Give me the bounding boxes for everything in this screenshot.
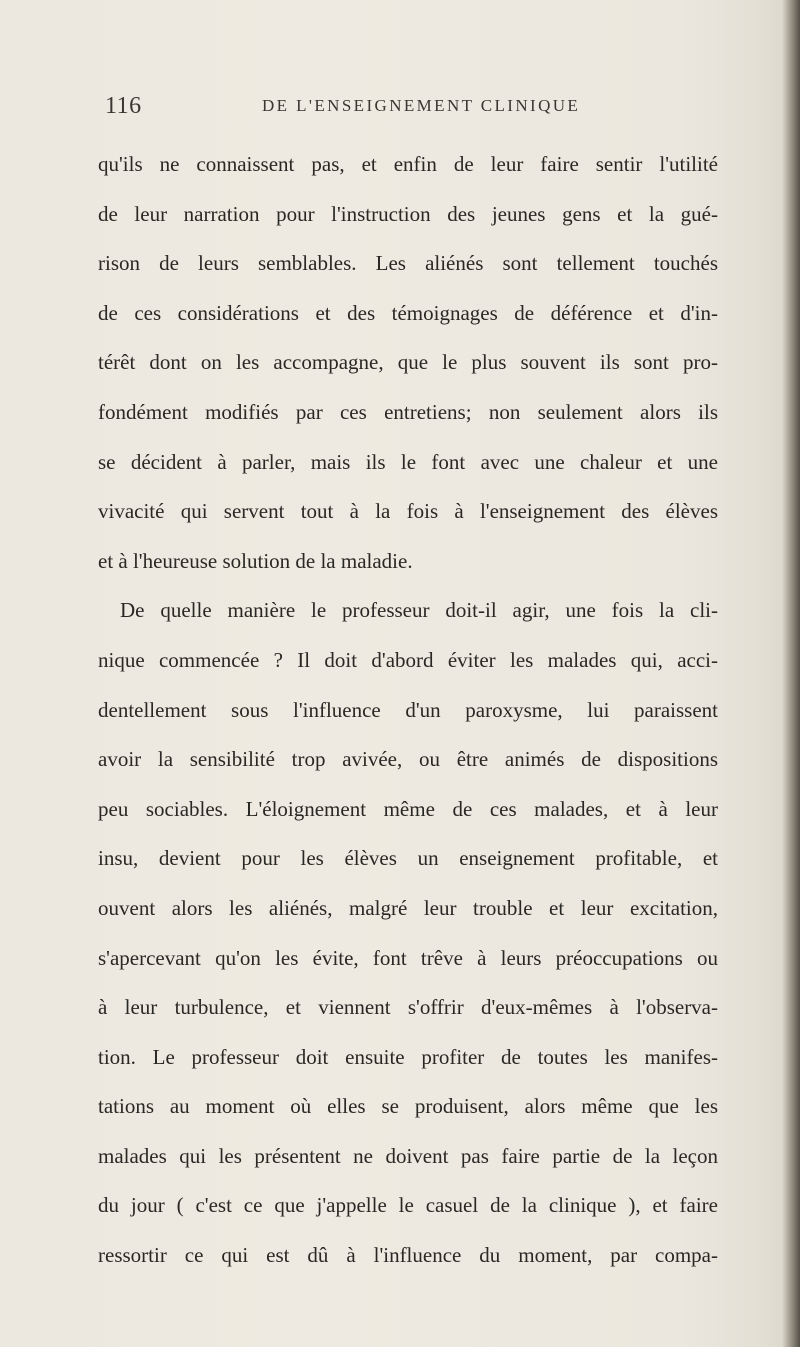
body-text	[98, 140, 718, 1281]
text-line: qu'ils ne connaissent pas, et enfin de leur faire sentir l'utilité	[98, 152, 718, 176]
text-line: s'apercevant qu'on les évite, font trêve à leurs préoccupations ou	[98, 945, 718, 970]
text-line: du jour ( c'est ce que j'appelle le casuel de la clinique ), et faire	[98, 1193, 718, 1218]
text-line: nique commencée ? Il doit d'abord éviter les malades qui, acci-	[98, 647, 718, 672]
text-line: à leur turbulence, et viennent s'offrir d'eux-mêmes à l'observa-	[98, 995, 718, 1020]
running-head-title: DE L'ENSEIGNEMENT CLINIQUE	[262, 96, 581, 115]
text-line: ressortir ce qui est dû à l'influence du moment, par compa-	[98, 1243, 718, 1268]
text-line: de leur narration pour l'instruction des jeunes gens et la gué-	[98, 201, 718, 226]
text-line: peu sociables. L'éloignement même de ces malades, et à leur	[98, 796, 718, 821]
paragraph-end-line: et à l'heureuse solution de la maladie.	[98, 548, 413, 573]
page-binding-edge	[782, 0, 800, 1347]
text-line: de ces considérations et des témoignages de déférence et d'in-	[98, 300, 718, 325]
text-line: insu, devient pour les élèves un enseignement profitable, et	[98, 846, 718, 871]
text-line: tations au moment où elles se produisent, alors même que les	[98, 1094, 718, 1119]
text-line: tion. Le professeur doit ensuite profiter de toutes les manifes-	[98, 1044, 718, 1069]
text-line: ouvent alors les aliénés, malgré leur trouble et leur excitation,	[98, 895, 718, 920]
text-line: fondément modifiés par ces entretiens; non seulement alors ils	[98, 399, 718, 424]
text-line: dentellement sous l'influence d'un paroxysme, lui paraissent	[98, 697, 718, 722]
text-line: térêt dont on les accompagne, que le plus souvent ils sont pro-	[98, 350, 718, 375]
text-line: rison de leurs semblables. Les aliénés sont tellement touchés	[98, 251, 718, 276]
text-line: se décident à parler, mais ils le font avec une chaleur et une	[98, 449, 718, 474]
running-head	[0, 93, 800, 123]
paragraph-start-line: De quelle manière le professeur doit-il agir, une fois la cli-	[120, 598, 718, 623]
page-number: 116	[105, 93, 142, 119]
text-line: avoir la sensibilité trop avivée, ou être animés de dispositions	[98, 747, 718, 772]
text-line: vivacité qui servent tout à la fois à l'enseignement des élèves	[98, 499, 718, 524]
text-line: malades qui les présentent ne doivent pas faire partie de la leçon	[98, 1143, 718, 1168]
